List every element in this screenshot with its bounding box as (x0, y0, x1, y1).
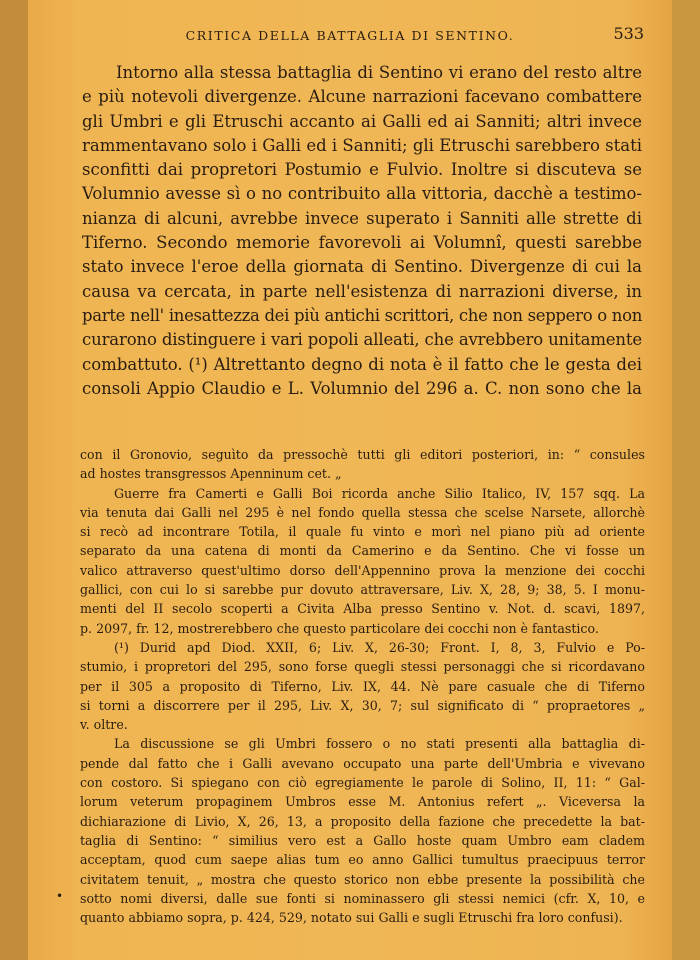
footnote-line: via tenuta dai Galli nel 295 è nel fondo quella stessa che scelse Narsete, allorchè (80, 504, 645, 520)
footnote-line: con il Gronovio, seguìto da pressochè tutti gli editori posteriori, in: “ consules (80, 447, 645, 462)
footnote-line: lorum veterum propaginem Umbros esse M. Antonius refert „. Viceversa la (80, 794, 645, 810)
text-line: parte nell' inesattezza dei più antichi scrittori, che non seppero o non (82, 305, 642, 325)
text-line: stato invece l'eroe della giornata di Sentino. Divergenze di cui la (82, 257, 642, 277)
footnote-line: quanto abbiamo sopra, p. 424, 529, notato sui Galli e sugli Etruschi fra loro confusi). (80, 910, 623, 926)
footnote-line: La discussione se gli Umbri fossero o no stati presenti alla battaglia di- (114, 736, 645, 752)
text-line: curarono distinguere i vari popoli alleati, che avrebbero unitamente (82, 330, 642, 350)
footnote-line: separato da una catena di monti da Camerino e da Sentino. Che vi fosse un (80, 543, 645, 559)
page-header (28, 26, 672, 46)
text-line: gli Umbri e gli Etruschi accanto ai Galli ed ai Sanniti; altri invece (82, 111, 642, 131)
text-line: Volumnio avesse sì o no contribuito alla vittoria, dacchè a testimo- (82, 184, 642, 204)
page-number: 533 (613, 24, 644, 43)
footnote-line: ad hostes transgressos Apenninum cet. „ (80, 466, 342, 482)
footnote-line: pende dal fatto che i Galli avevano occupato una parte dell'Umbria e vivevano (80, 755, 645, 771)
footnotes (80, 445, 645, 927)
footnote-line: dichiarazione di Livio, X, 26, 13, a proposito della fazione che precedette la bat- (80, 813, 645, 829)
page-edge (0, 0, 28, 960)
footnote-line: gallici, con cui lo si sarebbe pur dovuto attraversare, Liv. X, 28, 9; 38, 5. I monu- (80, 582, 645, 598)
text-line: consoli Appio Claudio e L. Volumnio del 296 a. C. non sono che la (82, 378, 642, 398)
footnote-line: con costoro. Si spiegano con ciò egregiamente le parole di Solino, II, 11: “ Gal- (80, 775, 645, 791)
text-line: causa va cercata, in parte nell'esistenza di narrazioni diverse, in (82, 281, 642, 301)
footnote-line: sotto nomi diversi, dalle sue fonti si nominassero gli stessi nemici (cfr. X, 10, e (80, 890, 645, 906)
footnote-line: p. 2097, fr. 12, mostrerebbero che questo particolare dei cocchi non è fantastico. (80, 620, 599, 636)
text-line: Tiferno. Secondo memorie favorevoli ai Volumnî, questi sarebbe (82, 233, 642, 253)
footnote-line: (¹) Durid apd Diod. XXII, 6; Liv. X, 26-30; Front. I, 8, 3, Fulvio e Po- (114, 639, 645, 655)
footnote-line: si recò ad incontrare Totila, il quale fu vinto e morì nel piano più ad oriente (80, 524, 645, 540)
footnote-line: per il 305 a proposito di Tiferno, Liv. IX, 44. Nè pare casuale che di Tiferno (80, 678, 645, 694)
footnote-line: civitatem tenuit, „ mostra che questo storico non ebbe presente la possibilità che (80, 871, 645, 887)
text-line: sconfitti dai propretori Postumio e Fulvio. Inoltre si discuteva se (82, 160, 642, 180)
footnote-line: menti del II secolo scoperti a Civita Alba presso Sentino v. Not. d. scavi, 1897, (80, 601, 645, 617)
book-page (28, 0, 672, 960)
main-paragraph (82, 61, 642, 401)
text-line: Intorno alla stessa battaglia di Sentino vi erano del resto altre (116, 63, 642, 82)
footnote-line: v. oltre. (80, 717, 128, 733)
footnote-line: Guerre fra Camerti e Galli Boi ricorda anche Silio Italico, IV, 157 sqq. La (114, 485, 645, 501)
text-line: combattuto. (¹) Altrettanto degno di nota è il fatto che le gesta dei (82, 354, 642, 374)
text-line: rammentavano solo i Galli ed i Sanniti; gli Etruschi sarebbero stati (82, 135, 642, 155)
footnote-line: acceptam, quod cum saepe alias tum eo anno Gallici tumultus praecipuus terror (80, 852, 645, 868)
text-line: e più notevoli divergenze. Alcune narrazioni facevano combattere (82, 87, 642, 107)
footnote-line: stumio, i propretori del 295, sono forse quegli stessi personaggi che si ricordavano (80, 659, 645, 675)
footnote-line: valico attraverso quest'ultimo dorso dell'Appennino prova la menzione dei cocchi (80, 562, 645, 578)
running-title: CRITICA DELLA BATTAGLIA DI SENTINO. (185, 28, 515, 43)
margin-mark: • (56, 889, 64, 903)
footnote-line: taglia di Sentino: “ similius vero est a Gallo hoste quam Umbro eam cladem (80, 832, 645, 848)
text-line: nianza di alcuni, avrebbe invece superato i Sanniti alle strette di (82, 208, 642, 228)
footnote-line: si torni a discorrere per il 295, Liv. X, 30, 7; sul significato di “ propraetores „ (80, 697, 645, 713)
